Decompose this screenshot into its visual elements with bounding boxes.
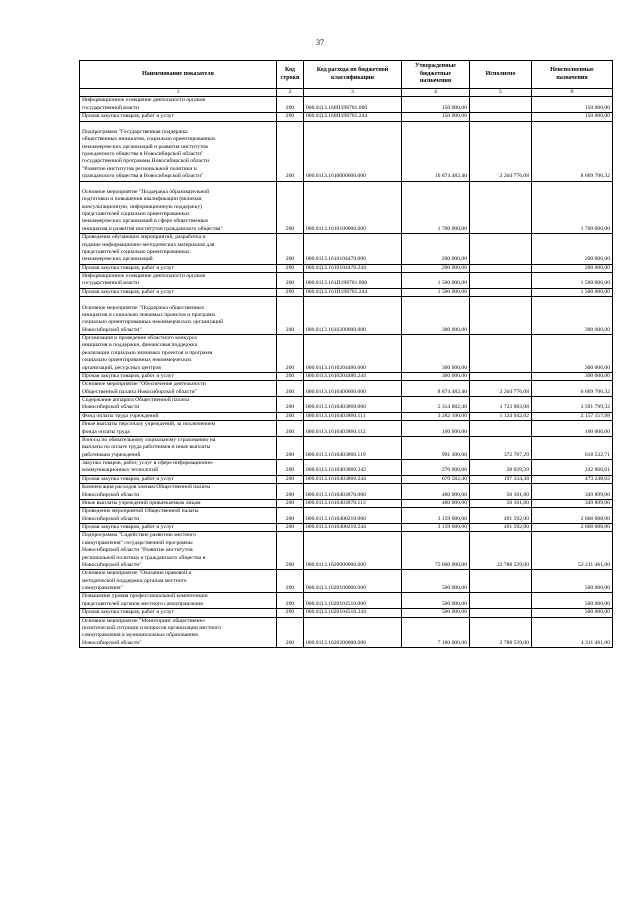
cell-indicator-name: Основное мероприятие "Поддержка общественных инициатив и социально значимых проектов и программ социально ориентированных некоммерческих организаций Новосибирской области" [80,297,277,335]
table-row [80,499,613,507]
cell-approved: 150 000,00 [402,113,470,121]
table-row [80,113,613,121]
cell-approved: 270 900,00 [402,460,470,476]
cell-row-code: 200 [277,617,304,648]
cell-expense-code: 000.0113.1610408210.000 [304,508,402,524]
cell-executed: 1 124 942,02 [470,412,532,420]
table-row [80,381,613,397]
cell-expense-code: 000.0113.1610400000.000 [304,381,402,397]
header-indicator-name: Наименование показателя [80,61,277,89]
cell-approved: 150 000,00 [402,97,470,113]
header-executed: Исполнено [470,61,532,89]
cell-row-code: 200 [277,460,304,476]
cell-expense-code: 000.0113.1620104510.244 [304,609,402,617]
cell-unexecuted: 6 609 706,32 [532,381,613,397]
cell-unexecuted: 1 500 000,00 [532,273,613,289]
cell-executed [470,372,532,380]
cell-indicator-name: Взносы по обязательному социальному страхованию на выплаты по оплате труда работников и иные выплаты работникам учреждений [80,436,277,459]
cell-indicator-name: Подпрограмма "Содействие развитию местного самоуправления" государственной программы Новосибирской области "Развитие институтов региональной политики и гражданского общества в Новосибирской области" [80,532,277,570]
cell-row-code: 200 [277,335,304,373]
cell-approved: 10 874 482,40 [402,121,470,181]
cell-row-code: 200 [277,475,304,483]
cell-executed [470,609,532,617]
cell-executed [470,264,532,272]
header-unexecuted: Неисполненные назначения [532,61,613,89]
cell-executed: 28 039,39 [470,460,532,476]
column-number: 4 [402,89,470,97]
cell-unexecuted: 200 000,00 [532,234,613,265]
column-number: 2 [277,89,304,97]
table-row [80,570,613,593]
cell-row-code: 200 [277,181,304,234]
cell-indicator-name: Иные выплаты учреждений привлекаемым лицам [80,499,277,507]
cell-row-code: 200 [277,297,304,335]
cell-unexecuted: 618 532,71 [532,436,613,459]
table-row [80,397,613,413]
cell-executed [470,97,532,113]
cell-row-code: 200 [277,381,304,397]
cell-indicator-name: Информационное освещение деятельности органов государственной власти [80,97,277,113]
cell-approved: 500 000,00 [402,609,470,617]
cell-unexecuted: 52 211 461,00 [532,532,613,570]
cell-executed [470,421,532,437]
table-row [80,181,613,234]
cell-expense-code: 000.0113.1610403860.242 [304,460,402,476]
page-number: 37 [316,38,324,47]
cell-row-code: 200 [277,484,304,500]
cell-expense-code: 000.0113.160П198701.000 [304,97,402,113]
cell-expense-code: 000.0113.1610403860.119 [304,436,402,459]
table-row [80,264,613,272]
cell-approved: 400 000,00 [402,499,470,507]
cell-unexecuted: 500 000,00 [532,593,613,609]
cell-executed [470,234,532,265]
cell-expense-code: 000.0113.1610403860.111 [304,412,402,420]
column-number: 6 [532,89,613,97]
cell-unexecuted: 100 000,00 [532,421,613,437]
cell-approved: 3 159 600,00 [402,524,470,532]
cell-unexecuted: 349 899,00 [532,499,613,507]
cell-expense-code: 000.0113.1610104470.000 [304,234,402,265]
table-row [80,508,613,524]
cell-executed: 491 592,00 [470,508,532,524]
table-row [80,524,613,532]
header-approved: Утвержденные бюджетные назначения [402,61,470,89]
cell-approved: 1 500 000,00 [402,288,470,296]
header-row-code: Код строки [277,61,304,89]
table-row [80,297,613,335]
cell-approved: 100 000,00 [402,421,470,437]
cell-indicator-name: Прочая закупка товаров, работ и услуг [80,264,277,272]
cell-expense-code: 000.0113.1610000000.000 [304,121,402,181]
cell-row-code: 200 [277,113,304,121]
cell-executed: 2 788 539,00 [470,617,532,648]
cell-row-code: 200 [277,508,304,524]
cell-expense-code: 000.0113.161П198701.000 [304,273,402,289]
cell-row-code: 200 [277,264,304,272]
cell-executed [470,335,532,373]
cell-approved: 400 000,00 [402,484,470,500]
cell-unexecuted: 300 000,00 [532,372,613,380]
budget-execution-table [79,60,613,648]
cell-expense-code: 000.0113.1610200000.000 [304,297,402,335]
cell-executed: 50 101,00 [470,499,532,507]
cell-unexecuted: 473 248,02 [532,475,613,483]
cell-row-code: 200 [277,412,304,420]
cell-executed: 372 767,29 [470,436,532,459]
cell-approved: 300 000,00 [402,372,470,380]
cell-row-code: 200 [277,273,304,289]
cell-expense-code: 000.0113.1620104510.000 [304,593,402,609]
cell-unexecuted: 2 157 157,98 [532,412,613,420]
cell-row-code: 200 [277,570,304,593]
table-row [80,412,613,420]
cell-indicator-name: Информационное освещение деятельности органов государственной власти [80,273,277,289]
cell-approved: 3 159 600,00 [402,508,470,524]
cell-row-code: 200 [277,288,304,296]
cell-indicator-name: Прочая закупка товаров, работ и услуг [80,609,277,617]
cell-unexecuted: 150 000,00 [532,97,613,113]
table-row [80,234,613,265]
cell-unexecuted: 242 860,61 [532,460,613,476]
cell-unexecuted: 300 000,00 [532,297,613,335]
table-row [80,372,613,380]
cell-row-code: 200 [277,97,304,113]
cell-indicator-name: Основное мероприятие "Обеспечение деятельности Общественной палаты Новосибирской области" [80,381,277,397]
table-body [80,97,613,648]
cell-approved: 1 700 000,00 [402,181,470,234]
cell-approved: 300 000,00 [402,335,470,373]
cell-approved: 991 300,00 [402,436,470,459]
table-row [80,617,613,648]
cell-executed: 22 788 539,00 [470,532,532,570]
cell-executed [470,593,532,609]
cell-row-code: 200 [277,397,304,413]
cell-executed: 197 334,38 [470,475,532,483]
cell-unexecuted: 300 000,00 [532,335,613,373]
cell-approved: 1 500 000,00 [402,273,470,289]
cell-row-code: 200 [277,372,304,380]
cell-expense-code: 000.0113.1610403870.000 [304,484,402,500]
cell-unexecuted: 2 668 008,00 [532,508,613,524]
cell-expense-code: 000.0113.1610403860.244 [304,475,402,483]
cell-indicator-name: Прочая закупка товаров, работ и услуг [80,372,277,380]
cell-approved: 7 100 000,00 [402,617,470,648]
cell-expense-code: 000.0113.1610204480.000 [304,335,402,373]
cell-unexecuted: 4 311 461,00 [532,617,613,648]
cell-indicator-name: Организация и проведение областного конкурса инициатив и поддержки, финансовая поддержка реализации социально значимых проектов и программ социально ориентированных некоммерческих организаций, ресурсных центров [80,335,277,373]
cell-row-code: 200 [277,609,304,617]
cell-executed [470,288,532,296]
cell-approved: 5 314 882,40 [402,397,470,413]
cell-row-code: 200 [277,421,304,437]
column-number: 5 [470,89,532,97]
table-row [80,532,613,570]
cell-approved: 300 000,00 [402,297,470,335]
cell-executed: 1 723 083,08 [470,397,532,413]
table-row [80,97,613,113]
cell-executed: 50 101,00 [470,484,532,500]
table-row [80,475,613,483]
cell-indicator-name: Подпрограмма "Государственная поддержка общественных инициатив, социально ориентированных некоммерческих организаций и развития институтов гражданского общества в Новосибирской области" государственной программы Новосибирской области "Развитие институтов региональной политики и гражданского общества в Новосибирской области" [80,121,277,181]
cell-unexecuted: 200 000,00 [532,264,613,272]
cell-executed: 2 264 776,08 [470,121,532,181]
cell-indicator-name: Проведение обучающих мероприятий, разработка и издание информационно-методических материалов для представителей социально ориентированных некоммерческих организаций [80,234,277,265]
cell-row-code: 200 [277,234,304,265]
cell-executed: 2 264 776,08 [470,381,532,397]
cell-expense-code: 000.0113.1620000000.000 [304,532,402,570]
cell-unexecuted: 1 500 000,00 [532,288,613,296]
cell-indicator-name: Прочая закупка товаров, работ и услуг [80,475,277,483]
cell-row-code: 200 [277,524,304,532]
cell-indicator-name: Прочая закупка товаров, работ и услуг [80,524,277,532]
cell-row-code: 200 [277,532,304,570]
cell-approved: 3 282 100,00 [402,412,470,420]
cell-executed [470,297,532,335]
cell-executed [470,113,532,121]
cell-row-code: 200 [277,121,304,181]
cell-unexecuted: 500 000,00 [532,570,613,593]
cell-indicator-name: Компенсация расходов членам Общественной палаты Новосибирской области [80,484,277,500]
cell-indicator-name: Основное мероприятие "Оказание правовой и методической поддержки органам местного самоуправления" [80,570,277,593]
table-row [80,288,613,296]
cell-indicator-name: Фонд оплаты труда учреждений [80,412,277,420]
column-number: 3 [304,89,402,97]
cell-indicator-name: Прочая закупка товаров, работ и услуг [80,113,277,121]
table-row [80,593,613,609]
cell-row-code: 200 [277,593,304,609]
column-number: 1 [80,89,277,97]
cell-expense-code: 000.0113.1610403860.112 [304,421,402,437]
cell-unexecuted: 1 700 000,00 [532,181,613,234]
cell-executed [470,181,532,234]
table-row [80,121,613,181]
cell-row-code: 200 [277,436,304,459]
cell-approved: 500 000,00 [402,570,470,593]
cell-unexecuted: 500 000,00 [532,609,613,617]
header-expense-code: Код расхода по бюджетной классификации [304,61,402,89]
cell-indicator-name: Содержание аппарата Общественной палаты Новосибирской области [80,397,277,413]
cell-approved: 8 874 482,40 [402,381,470,397]
cell-executed: 491 592,00 [470,524,532,532]
cell-approved: 500 000,00 [402,593,470,609]
cell-executed [470,570,532,593]
cell-indicator-name: Закупка товаров, работ, услуг в сфере информационно- коммуникационных технологий [80,460,277,476]
cell-expense-code: 000.0113.1620100000.000 [304,570,402,593]
cell-indicator-name: Проведение мероприятий Общественной палаты Новосибирской области [80,508,277,524]
table-row [80,609,613,617]
cell-unexecuted: 349 899,00 [532,484,613,500]
cell-unexecuted: 2 668 008,00 [532,524,613,532]
cell-indicator-name: Иные выплаты персоналу учреждений, за исключением фонда оплаты труда [80,421,277,437]
cell-expense-code: 000.0113.1610403860.000 [304,397,402,413]
cell-indicator-name: Основное мероприятие "Поддержка образовательной подготовки и повышения квалификации (включая консультационную, информационную поддержку) представителей социально ориентированных некоммерческих организаций в сфере общественных инициатив и развития институтов гражданского общества" [80,181,277,234]
cell-unexecuted: 3 591 799,32 [532,397,613,413]
cell-indicator-name: Повышение уровня профессиональной компетенции представителей органов местного самоуправления [80,593,277,609]
cell-approved: 200 000,00 [402,234,470,265]
table-row [80,484,613,500]
cell-unexecuted: 150 000,00 [532,113,613,121]
table-row [80,436,613,459]
cell-expense-code: 000.0113.1610408210.244 [304,524,402,532]
cell-unexecuted: 8 609 706,32 [532,121,613,181]
cell-expense-code: 000.0113.1620200000.000 [304,617,402,648]
table-row [80,421,613,437]
cell-expense-code: 000.0113.1610403870.113 [304,499,402,507]
cell-approved: 670 582,40 [402,475,470,483]
cell-expense-code: 000.0113.1610100000.000 [304,181,402,234]
cell-expense-code: 000.0113.1610204480.244 [304,372,402,380]
cell-indicator-name: Прочая закупка товаров, работ и услуг [80,288,277,296]
cell-approved: 75 000 000,00 [402,532,470,570]
cell-row-code: 200 [277,499,304,507]
cell-expense-code: 000.0113.160П198701.244 [304,113,402,121]
cell-executed [470,273,532,289]
cell-expense-code: 000.0113.1610104470.244 [304,264,402,272]
table-row [80,273,613,289]
cell-expense-code: 000.0113.161П198701.244 [304,288,402,296]
table-row [80,460,613,476]
cell-approved: 200 000,00 [402,264,470,272]
table-row [80,335,613,373]
cell-indicator-name: Основное мероприятие "Мониторинг общественно- политической ситуации и вопросов организации местного самоуправления в муниципальных образованиях Новосибирской области" [80,617,277,648]
